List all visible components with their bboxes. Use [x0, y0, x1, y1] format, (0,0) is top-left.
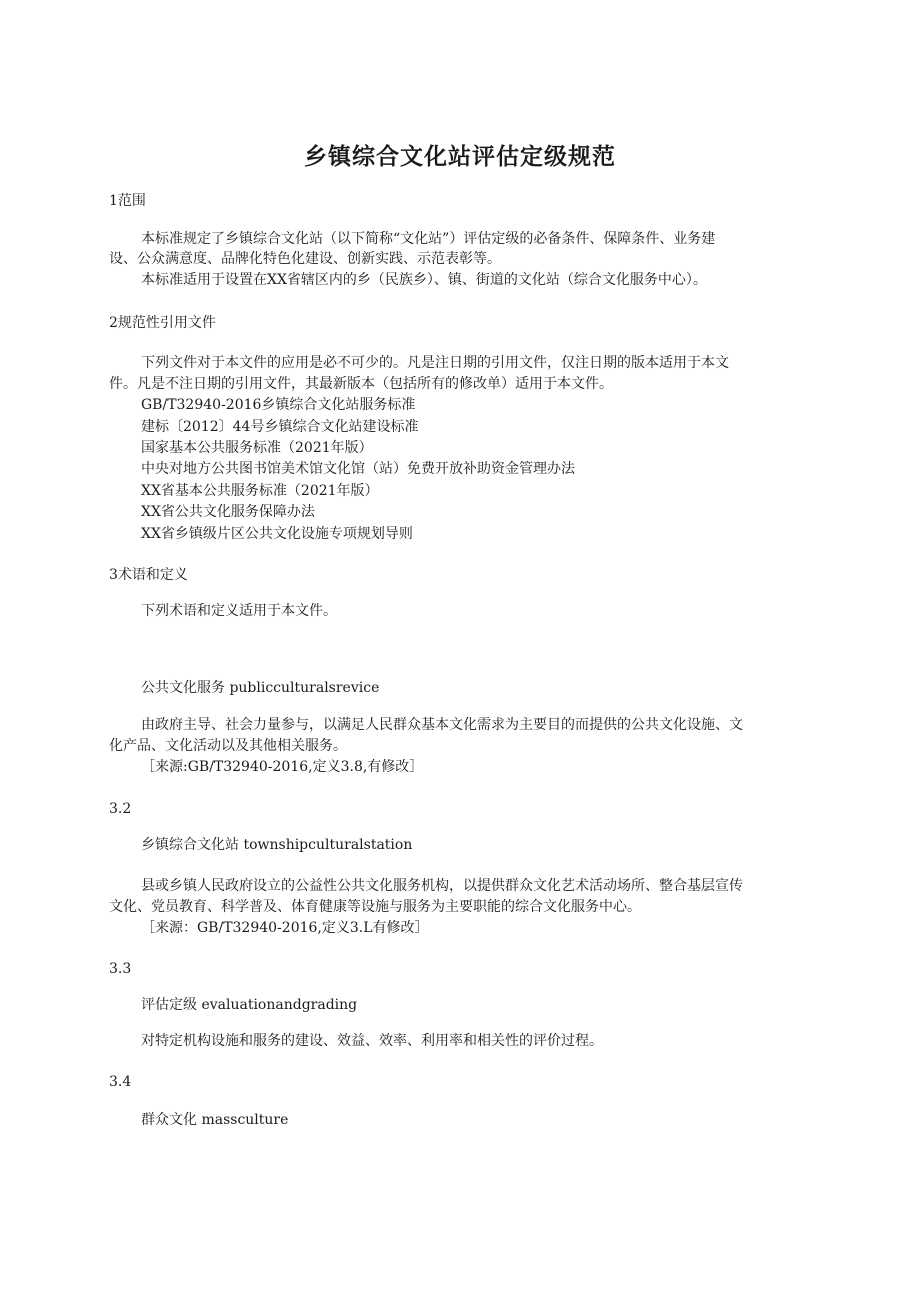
reference-item: XX省乡镇级片区公共文化设施专项规划导则 — [141, 526, 413, 542]
term-1-name: 公共文化服务 publicculturalsrevice — [141, 680, 380, 696]
section-2-paragraph-line-2: 件。凡是不注日期的引用文件，其最新版本（包括所有的修改单）适用于本文件。 — [109, 376, 613, 392]
reference-item: GB/T32940-2016乡镇综合文化站服务标准 — [141, 397, 416, 413]
term-2-definition-line-2: 文化、党员教育、科学普及、体育健康等设施与服务为主要职能的综合文化服务中心。 — [109, 899, 641, 915]
term-3-number: 3.3 — [109, 961, 132, 977]
reference-item: 建标〔2012〕44号乡镇综合文化站建设标准 — [141, 419, 419, 435]
term-2-number: 3.2 — [109, 801, 132, 817]
section-1-paragraph-1-line-2: 设、公众满意度、品牌化特色化建设、创新实践、示范表彰等。 — [109, 251, 501, 267]
section-1-heading: 1范围 — [109, 193, 146, 209]
term-4-name: 群众文化 massculture — [141, 1112, 289, 1128]
term-1-source: ［来源:GB/T32940-2016,定义3.8,有修改］ — [141, 759, 424, 775]
term-1-definition-line-2: 化产品、文化活动以及其他相关服务。 — [109, 738, 347, 754]
reference-item: 国家基本公共服务标准（2021年版） — [141, 440, 373, 456]
term-2-definition-line-1: 县或乡镇人民政府设立的公益性公共文化服务机构，以提供群众文化艺术活动场所、整合基层宣传 — [141, 878, 743, 894]
document-title: 乡镇综合文化站评估定级规范 — [304, 144, 616, 170]
term-2-name: 乡镇综合文化站 townshipculturalstation — [141, 837, 413, 853]
section-3-heading: 3术语和定义 — [109, 567, 188, 583]
term-1-definition-line-1: 由政府主导、社会力量参与，以满足人民群众基本文化需求为主要目的而提供的公共文化设施、文 — [141, 717, 743, 733]
section-3-intro: 下列术语和定义适用于本文件。 — [141, 603, 337, 619]
reference-item: XX省公共文化服务保障办法 — [141, 504, 315, 520]
section-1-paragraph-2: 本标准适用于设置在XX省辖区内的乡（民族乡）、镇、街道的文化站（综合文化服务中心）。 — [141, 272, 707, 288]
section-2-heading: 2规范性引用文件 — [109, 315, 216, 331]
term-3-name: 评估定级 evaluationandgrading — [141, 997, 358, 1013]
term-3-definition: 对特定机构设施和服务的建设、效益、效率、利用率和相关性的评价过程。 — [141, 1033, 603, 1049]
reference-item: XX省基本公共服务标准（2021年版） — [141, 483, 379, 499]
section-1-paragraph-1-line-1: 本标准规定了乡镇综合文化站（以下简称“文化站”）评估定级的必备条件、保障条件、业务建 — [141, 231, 716, 247]
reference-item: 中央对地方公共图书馆美术馆文化馆（站）免费开放补助资金管理办法 — [141, 461, 575, 477]
term-2-source: ［来源：GB/T32940-2016,定义3.L有修改］ — [141, 920, 429, 936]
section-2-paragraph-line-1: 下列文件对于本文件的应用是必不可少的。凡是注日期的引用文件，仅注日期的版本适用于本文 — [141, 355, 729, 371]
term-4-number: 3.4 — [109, 1074, 132, 1090]
